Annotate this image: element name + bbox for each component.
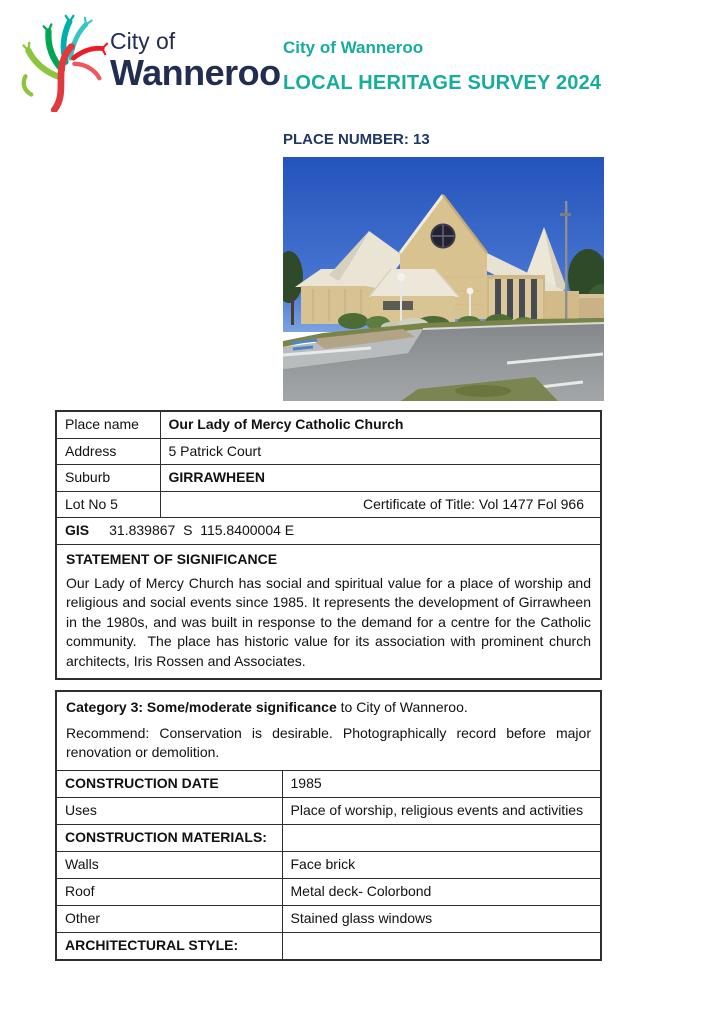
details-table [55, 410, 602, 680]
construction-date-value: 1985 [282, 770, 601, 797]
logo-city-of: City of [110, 28, 176, 54]
significance-cell [56, 544, 601, 679]
lot-no-label: Lot No 5 [56, 491, 160, 518]
row-gis [56, 518, 601, 545]
construction-materials-label: CONSTRUCTION MATERIALS: [56, 824, 282, 851]
logo-text [110, 30, 281, 91]
kangaroo-paw-icon [12, 8, 108, 112]
place-number: PLACE NUMBER: 13 [283, 131, 430, 148]
title-city-of-wanneroo: City of Wanneroo [283, 38, 424, 57]
category-suffix: to City of Wanneroo. [336, 699, 468, 715]
place-name-label: Place name [56, 411, 160, 438]
other-label: Other [56, 905, 282, 932]
row-roof [56, 878, 601, 905]
row-category [56, 691, 601, 770]
row-architectural-style [56, 932, 601, 960]
row-other [56, 905, 601, 932]
title-local-heritage-survey: LOCAL HERITAGE SURVEY 2024 [283, 72, 602, 94]
gis-coordinates: 31.839867 S 115.8400004 E [109, 522, 295, 539]
category-title: Category 3: Some/moderate significance [66, 699, 337, 715]
roof-label: Roof [56, 878, 282, 905]
row-construction-materials [56, 824, 601, 851]
recommendation: Recommend: Conservation is desirable. Photographically record before major renovation or demolition. [66, 724, 595, 761]
logo-wanneroo: Wanneroo [110, 52, 281, 93]
construction-date-label: CONSTRUCTION DATE [56, 770, 282, 797]
certificate-of-title-value: Certificate of Title: Vol 1477 Fol 966 [160, 491, 601, 518]
walls-value: Face brick [282, 851, 601, 878]
assessment-table [55, 690, 602, 961]
gis-label: GIS [65, 522, 90, 539]
address-label: Address [56, 438, 160, 465]
row-significance [56, 544, 601, 679]
row-address [56, 438, 601, 465]
significance-body: Our Lady of Mercy Church has social and spiritual value for a place of worship and religious and social events since 1985. It represents the development of Girrawheen in the 1980s, and was built in response to the demand for a centre for the Catholic community. The place has historic value for its association with prominent church architects, Iris Rossen and Associates. [66, 574, 595, 669]
construction-materials-value [282, 824, 601, 851]
address-value: 5 Patrick Court [160, 438, 601, 465]
suburb-value: GIRRAWHEEN [160, 465, 601, 492]
category-line [66, 698, 591, 718]
walls-label: Walls [56, 851, 282, 878]
roof-value: Metal deck- Colorbond [282, 878, 601, 905]
row-uses [56, 797, 601, 824]
category-cell [56, 691, 601, 770]
row-construction-date [56, 770, 601, 797]
architectural-style-value [282, 932, 601, 960]
row-suburb [56, 465, 601, 492]
logo [12, 8, 281, 112]
other-value: Stained glass windows [282, 905, 601, 932]
row-walls [56, 851, 601, 878]
row-lot-no [56, 491, 601, 518]
church-photo [283, 157, 604, 401]
gis-cell [56, 518, 601, 545]
church-photo-illustration [283, 157, 604, 401]
uses-label: Uses [56, 797, 282, 824]
row-place-name [56, 411, 601, 438]
uses-value: Place of worship, religious events and activities [282, 797, 601, 824]
architectural-style-label: ARCHITECTURAL STYLE: [56, 932, 282, 960]
place-name-value: Our Lady of Mercy Catholic Church [160, 411, 601, 438]
significance-heading: STATEMENT OF SIGNIFICANCE [66, 550, 278, 567]
suburb-label: Suburb [56, 465, 160, 492]
document-titles [283, 38, 601, 95]
